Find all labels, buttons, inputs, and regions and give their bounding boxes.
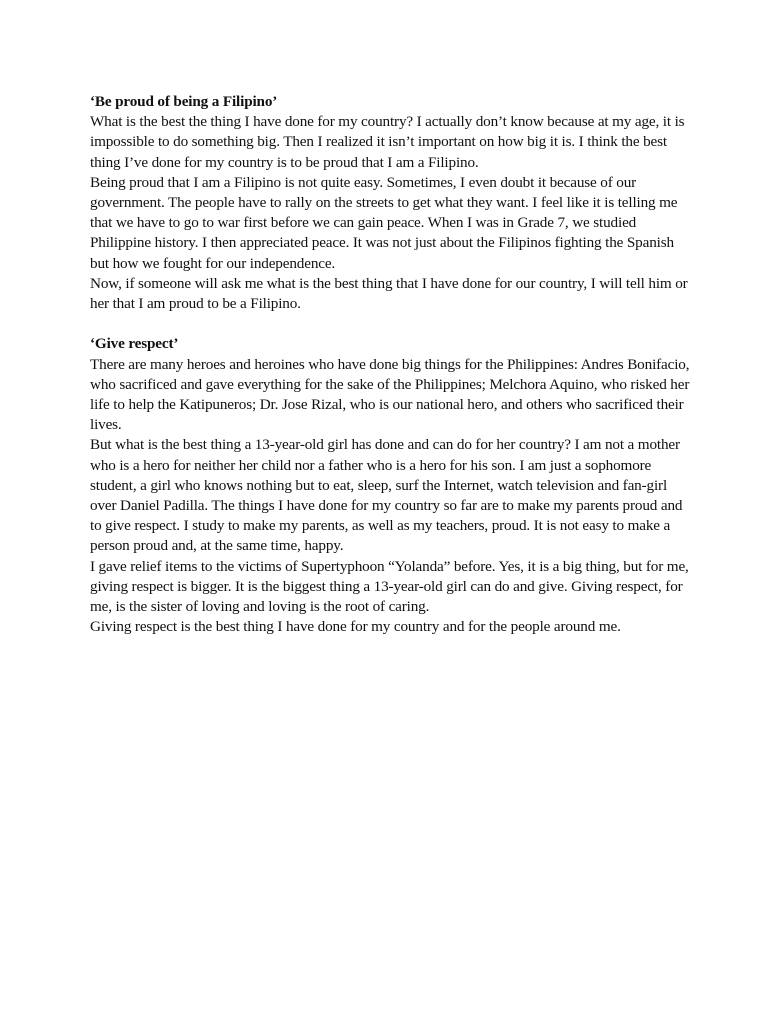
section-title: ‘Give respect’ (90, 335, 179, 353)
paragraph: Being proud that I am a Filipino is not quite easy. Sometimes, I even doubt it because of our government. The people have to rally on the streets to get what they want. I feel like it is telling me that we have to go to war first before we can gain peace. When I was in Grade 7, we studied Philippine history. I then appreciated peace. It was not just about the Filipinos fighting the Spanish but how we fought for our independence. (90, 173, 678, 272)
paragraph: I gave relief items to the victims of Supertyphoon “Yolanda” before. Yes, it is a big thing, but for me, giving respect is bigger. It is the biggest thing a 13-year-old girl can do and give. Giving respect, for me, is the sister of loving and loving is the root of caring. (90, 557, 689, 616)
paragraph: Now, if someone will ask me what is the best thing that I have done for our country, I will tell him or her that I am proud to be a Filipino. (90, 274, 688, 313)
section-give-respect (90, 334, 690, 637)
paragraph: What is the best the thing I have done for my country? I actually don’t know because at my age, it is impossible to do something big. Then I realized it isn’t important on how big it is. I think the best thing I’ve done for my country is to be proud that I am a Filipino. (90, 113, 685, 171)
section-proud-filipino (90, 92, 690, 314)
paragraph: Giving respect is the best thing I have done for my country and for the people around me. (90, 618, 621, 636)
paragraph: But what is the best thing a 13-year-old girl has done and can do for her country? I am not a mother who is a hero for neither her child nor a father who is a hero for his son. I am just a sophomore student, a girl who knows nothing but to eat, sleep, surf the Internet, watch television and fan-girl over Daniel Padilla. The things I have done for my country so far are to make my parents proud and to give respect. I study to make my parents, as well as my teachers, proud. It is not easy to make a person proud and, at the same time, happy. (90, 436, 683, 555)
section-spacer (90, 314, 690, 334)
section-title: ‘Be proud of being a Filipino’ (90, 93, 278, 110)
paragraph: There are many heroes and heroines who have done big things for the Philippines: Andres Bonifacio, who sacrificed and gave everything for the sake of the Philippines; Melchora Aquino, who risked her life to help the Katipuneros; Dr. Jose Rizal, who is our national hero, and others who sacrificed their lives. (90, 355, 690, 434)
document-body (90, 92, 690, 637)
